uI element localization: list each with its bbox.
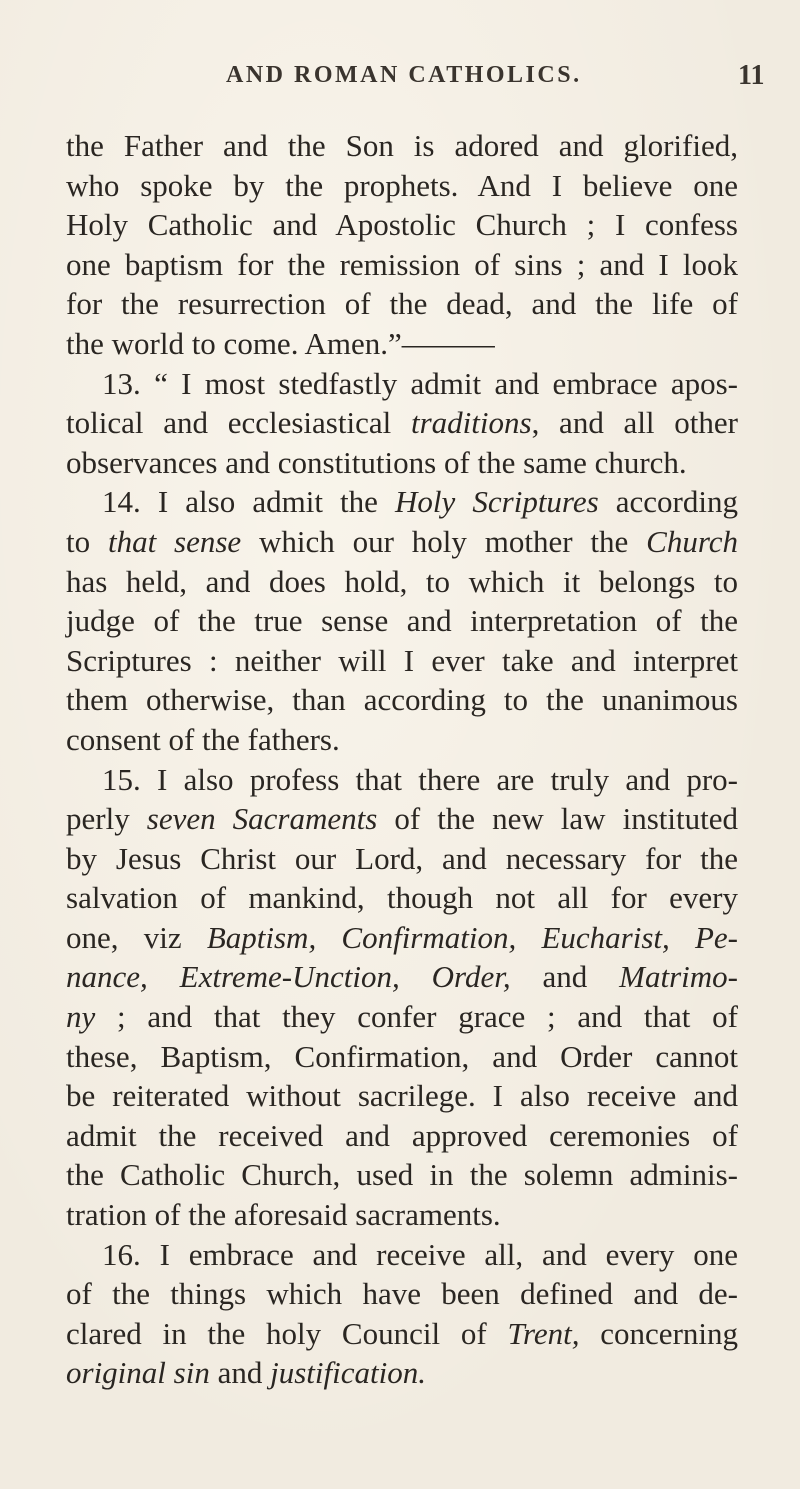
text-run: concerning	[579, 1315, 739, 1351]
italic-run: traditions	[410, 405, 532, 441]
italic-run: Holy Scriptures	[395, 484, 599, 520]
text-run: the Catholic Church, used in the solemn adminis-	[66, 1157, 738, 1193]
text-run: 15. I also profess that there are truly and pro-	[102, 761, 738, 797]
italic-run: seven Sacraments	[146, 801, 378, 837]
text-line	[66, 205, 738, 245]
running-title: AND ROMAN CATHOLICS.	[226, 62, 582, 88]
text-line	[66, 1274, 738, 1314]
text-line	[66, 126, 738, 166]
text-line	[66, 760, 738, 800]
text-line	[66, 364, 738, 404]
text-line	[66, 957, 738, 997]
text-run: admit the received and approved ceremonies of	[66, 1117, 738, 1153]
text-line	[66, 1037, 738, 1077]
text-line	[66, 997, 738, 1037]
text-line	[66, 720, 738, 760]
text-line	[66, 1314, 738, 1354]
text-run: tration of the aforesaid sacraments.	[66, 1197, 501, 1233]
text-line	[66, 403, 738, 443]
text-run: one, viz	[66, 919, 207, 955]
text-line	[66, 284, 738, 324]
text-run: the Father and the Son is adored and glorified,	[66, 128, 738, 163]
text-line	[66, 1155, 738, 1195]
italic-run: Baptism, Confirmation, Eucharist, Pe-	[206, 919, 738, 955]
text-run: by Jesus Christ our Lord, and necessary for the	[66, 840, 738, 876]
text-run: tolical and ecclesiastical	[66, 405, 411, 441]
text-run: 13. “ I most stedfastly admit and embrace apos-	[102, 365, 738, 401]
text-run: Scriptures : neither will I ever take and interpret	[66, 642, 738, 678]
text-line	[66, 601, 738, 641]
text-run: judge of the true sense and interpretation of the	[66, 603, 738, 639]
text-line	[66, 1116, 738, 1156]
text-line	[66, 1076, 738, 1116]
text-line	[66, 324, 738, 364]
text-run: 16. I embrace and receive all, and every one	[102, 1236, 738, 1272]
text-line	[66, 166, 738, 206]
text-run: ; and that they confer grace ; and that of	[95, 999, 738, 1035]
text-line	[66, 799, 738, 839]
text-line	[66, 1195, 738, 1235]
text-run: according	[598, 484, 738, 520]
italic-run: ny	[66, 999, 96, 1035]
running-head	[0, 62, 800, 102]
text-run: to	[66, 523, 108, 559]
italic-run: original sin	[66, 1355, 210, 1391]
text-run: be reiterated without sacrilege. I also receive and	[66, 1078, 738, 1114]
italic-run: nance, Extreme-Unction, Order,	[66, 959, 511, 995]
italic-run: Church	[646, 523, 738, 559]
text-run: for the resurrection of the dead, and the life of	[66, 286, 738, 322]
text-run: has held, and does hold, to which it belongs to	[66, 563, 738, 599]
text-run: clared in the holy Council of	[66, 1315, 508, 1351]
italic-run: that sense	[107, 523, 242, 559]
body-text	[66, 126, 738, 1393]
text-line	[66, 522, 738, 562]
text-run: and	[209, 1355, 271, 1391]
italic-run: Trent,	[507, 1315, 580, 1351]
text-run: of the new law instituted	[377, 801, 738, 837]
italic-run: justification.	[270, 1355, 426, 1391]
italic-run: Matrimo-	[619, 959, 738, 995]
text-run: Holy Catholic and Apostolic Church ; I confess	[66, 207, 738, 243]
text-run: these, Baptism, Confirmation, and Order cannot	[66, 1038, 738, 1074]
text-line	[66, 443, 738, 483]
text-run: of the things which have been defined and de-	[66, 1276, 738, 1312]
text-run: and	[510, 959, 620, 995]
text-line	[66, 641, 738, 681]
text-line	[66, 562, 738, 602]
text-run: who spoke by the prophets. And I believe one	[66, 167, 738, 203]
text-line	[66, 245, 738, 285]
text-run: consent of the fathers.	[66, 721, 340, 757]
text-run: salvation of mankind, though not all for every	[66, 880, 738, 916]
text-line	[66, 1353, 738, 1393]
text-line	[66, 918, 738, 958]
page-number: 11	[738, 60, 765, 91]
text-run: , and all other	[531, 405, 738, 441]
text-run: which our holy mother the	[241, 523, 647, 559]
text-line	[66, 482, 738, 522]
text-run: observances and constitutions of the same church.	[66, 444, 687, 480]
text-run: the world to come. Amen.”———	[66, 325, 495, 361]
text-run: 14. I also admit the	[102, 484, 396, 520]
text-line	[66, 878, 738, 918]
text-run: them otherwise, than according to the unanimous	[66, 682, 738, 718]
text-line	[66, 839, 738, 879]
text-line	[66, 1235, 738, 1275]
text-run: one baptism for the remission of sins ; and I look	[66, 246, 738, 282]
text-line	[66, 680, 738, 720]
text-run: perly	[66, 801, 147, 837]
